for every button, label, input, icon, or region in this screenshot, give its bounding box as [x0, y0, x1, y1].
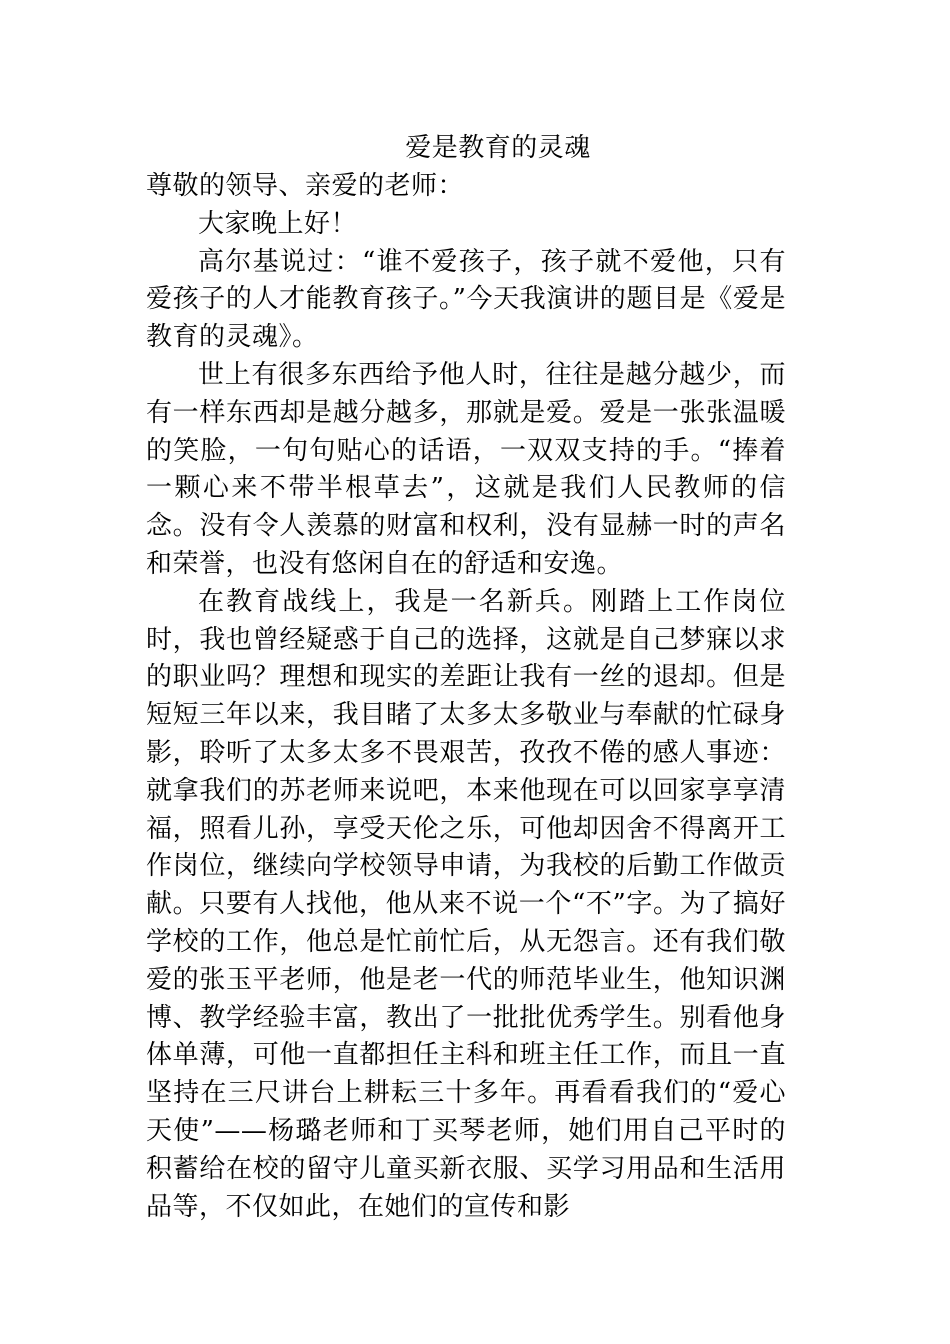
document-title: 爱是教育的灵魂 [405, 133, 591, 163]
salutation: 尊敬的领导、亲爱的老师： [146, 171, 465, 201]
document-page [146, 128, 786, 1226]
paragraph-experience: 在教育战线上，我是一名新兵。刚踏上工作岗位时，我也曾经疑惑于自己的选择，这就是自己梦寐以求的职业吗？理想和现实的差距让我有一丝的退却。但是短短三年以来，我目睹了太多太多敬业与奉献的忙碌身影，聆听了太多太多不畏艰苦，孜孜不倦的感人事迹：就拿我们的苏老师来说吧，本来他现在可以回家享享清福，照看儿孙，享受天伦之乐，可他却因舍不得离开工作岗位，继续向学校领导申请，为我校的后勤工作做贡献。只要有人找他，他从来不说一个“不”字。为了搞好学校的工作，他总是忙前忙后，从无怨言。还有我们敬爱的张玉平老师，他是老一代的师范毕业生，他知识渊博、教学经验丰富，教出了一批批优秀学生。别看他身体单薄，可他一直都担任主科和班主任工作，而且一直坚持在三尺讲台上耕耘三十多年。再看看我们的“爱心天使”——杨璐老师和丁买琴老师，她们用自己平时的积蓄给在校的留守儿童买新衣服、买学习用品和生活用品等，不仅如此，在她们的宣传和影 [146, 586, 786, 1222]
paragraph-love: 世上有很多东西给予他人时，往往是越分越少，而有一样东西却是越分越多，那就是爱。爱是一张张温暖的笑脸，一句句贴心的话语，一双双支持的手。“捧着一颗心来不带半根草去”，这就是我们人民教师的信念。没有令人羡慕的财富和权利，没有显赫一时的声名和荣誉，也没有悠闲自在的舒适和安逸。 [146, 359, 786, 579]
paragraph-greeting: 大家晚上好！ [198, 208, 358, 239]
paragraph-quote: 高尔基说过：“谁不爱孩子，孩子就不爱他，只有爱孩子的人才能教育孩子。”今天我演讲的题目是《爱是教育的灵魂》。 [146, 246, 786, 353]
